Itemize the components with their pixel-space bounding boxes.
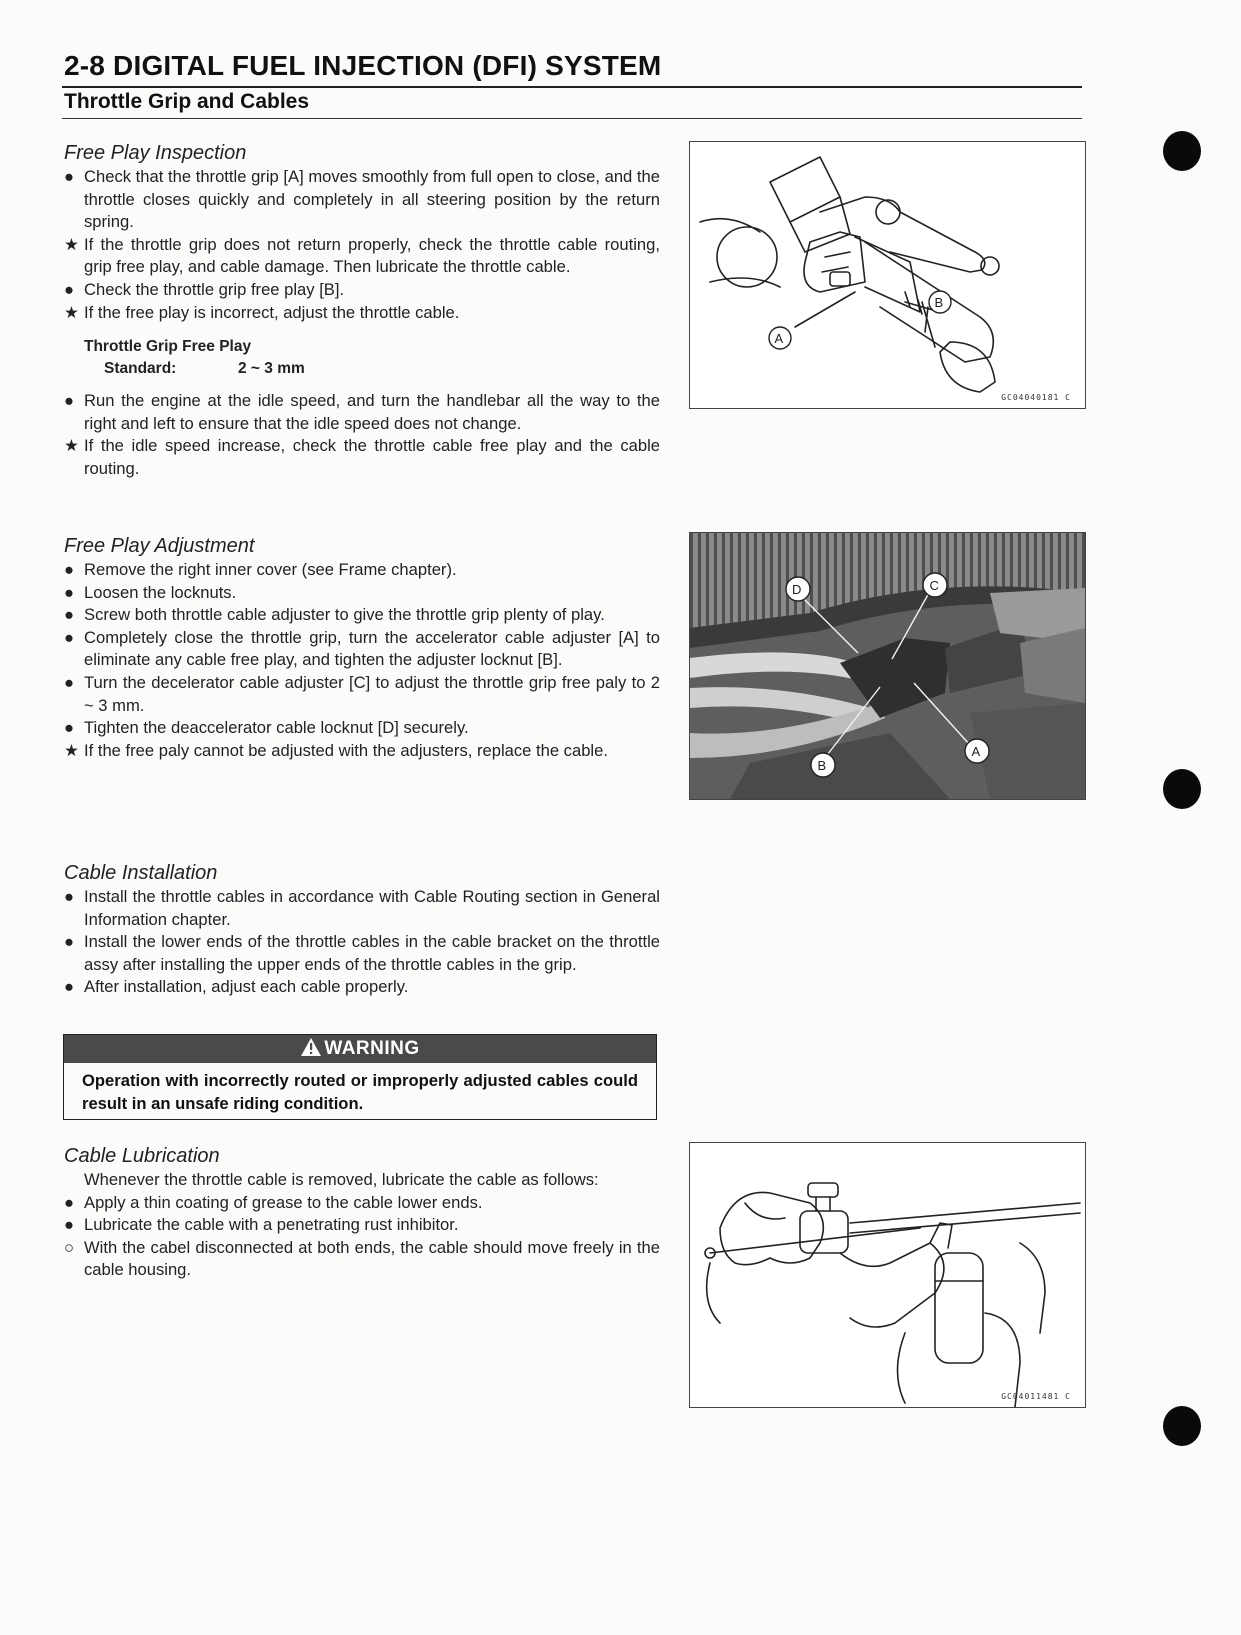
figure-code: GC04011481 C xyxy=(1001,1392,1071,1401)
bullet-icon: ● xyxy=(64,1215,75,1235)
list-item-text: Check that the throttle grip [A] moves smoothly from full open to close, and the throttle closes quickly and completely in all steering position by the return spring. xyxy=(84,167,660,232)
star-icon: ★ xyxy=(64,234,79,254)
list-item xyxy=(64,604,660,627)
list-item-text: Loosen the locknuts. xyxy=(84,582,237,602)
list-item-text: If the throttle grip does not return properly, check the throttle cable routing, grip free play, and cable damage. Then lubricate the throttle cable. xyxy=(84,234,660,277)
bullet-icon: ● xyxy=(64,1192,75,1212)
list-item xyxy=(64,302,660,325)
free-play-adjustment-section xyxy=(64,534,660,762)
list-item-text: After installation, adjust each cable properly. xyxy=(84,977,409,997)
fig1-label-a: A xyxy=(774,331,784,346)
fig2-label-a: A xyxy=(971,744,981,759)
spec-value: 2 ~ 3 mm xyxy=(238,360,305,378)
warning-box xyxy=(63,1034,657,1120)
section-title: Throttle Grip and Cables xyxy=(64,90,310,113)
star-icon: ★ xyxy=(64,740,79,760)
list-item xyxy=(64,1214,660,1237)
bullet-icon: ● xyxy=(64,279,75,299)
bullet-icon: ● xyxy=(64,605,75,625)
bullet-icon: ● xyxy=(64,391,75,411)
warning-text: Operation with incorrectly routed or improperly adjusted cables could result in an unsafe riding condition. xyxy=(82,1071,638,1113)
list-item xyxy=(64,717,660,740)
list-item xyxy=(64,234,660,279)
cable-lubrication-intro: Whenever the throttle cable is removed, lubricate the cable as follows: xyxy=(84,1170,599,1189)
cable-installation-section xyxy=(64,861,660,999)
list-item xyxy=(64,672,660,717)
list-item xyxy=(64,886,660,931)
bullet-icon: ● xyxy=(64,887,75,906)
list-item xyxy=(64,582,660,605)
list-item xyxy=(64,435,660,480)
star-icon: ★ xyxy=(64,302,79,322)
page-title: 2-8 DIGITAL FUEL INJECTION (DFI) SYSTEM xyxy=(64,50,662,81)
list-item-text: If the idle speed increase, check the throttle cable free play and the cable routing. xyxy=(84,436,660,478)
list-item xyxy=(64,627,660,672)
list-item xyxy=(64,740,660,763)
list-item xyxy=(64,1192,660,1215)
list-item xyxy=(64,1237,660,1282)
header-rule xyxy=(62,86,1082,88)
bullet-icon: ● xyxy=(64,672,75,692)
list-item-text: Install the lower ends of the throttle cables in the cable bracket on the throttle assy after installing the upper ends of the throttle cables in the grip. xyxy=(84,932,660,974)
list-item-text: Check the throttle grip free play [B]. xyxy=(84,279,345,299)
punch-hole xyxy=(1163,1406,1201,1446)
list-item-text: Completely close the throttle grip, turn the accelerator cable adjuster [A] to eliminate any cable free play, and tighten the adjuster locknut [B]. xyxy=(84,627,660,670)
figure-cable-adjusters-photo xyxy=(689,532,1086,800)
figure-cable-lubrication xyxy=(689,1142,1086,1408)
figure-throttle-grip xyxy=(689,141,1086,409)
free-play-inspection-heading: Free Play Inspection xyxy=(64,142,247,164)
punch-hole xyxy=(1163,769,1201,809)
list-item-text: Screw both throttle cable adjuster to give the throttle grip plenty of play. xyxy=(84,605,605,625)
section-rule xyxy=(62,118,1082,119)
list-item-text: If the free paly cannot be adjusted with the adjusters, replace the cable. xyxy=(84,740,608,760)
list-item-text: Install the throttle cables in accordance with Cable Routing section in General Information chapter. xyxy=(84,887,660,929)
star-icon: ★ xyxy=(64,436,79,456)
list-item xyxy=(64,931,660,976)
open-circle-icon: ○ xyxy=(64,1237,75,1257)
list-item-text: Lubricate the cable with a penetrating rust inhibitor. xyxy=(84,1215,459,1235)
cable-installation-heading: Cable Installation xyxy=(64,862,218,884)
list-item-text: Tighten the deaccelerator cable locknut [D] securely. xyxy=(84,718,469,738)
spec-label: Standard: xyxy=(104,360,177,378)
free-play-adjustment-heading: Free Play Adjustment xyxy=(64,535,255,557)
cable-lubrication-heading: Cable Lubrication xyxy=(64,1145,220,1167)
throttle-grip-illustration xyxy=(690,142,1085,408)
warning-header xyxy=(64,1035,656,1063)
bullet-icon: ● xyxy=(64,627,75,647)
cable-lubrication-illustration xyxy=(690,1143,1085,1407)
warning-triangle-icon xyxy=(300,1037,322,1057)
fig2-label-c: C xyxy=(929,578,939,593)
bullet-icon: ● xyxy=(64,582,75,602)
spec-title: Throttle Grip Free Play xyxy=(84,338,252,356)
bullet-icon: ● xyxy=(64,932,75,952)
free-play-inspection-section xyxy=(64,141,660,481)
cable-lubrication-section xyxy=(64,1144,660,1282)
list-item-text: Turn the decelerator cable adjuster [C] to adjust the throttle grip free paly to 2 ~ 3 mm. xyxy=(84,672,660,715)
bullet-icon: ● xyxy=(64,167,75,186)
cable-adjusters-photo xyxy=(690,533,1085,799)
list-item xyxy=(64,559,660,582)
list-item xyxy=(64,166,660,234)
list-item-text: With the cabel disconnected at both ends, the cable should move freely in the cable housing. xyxy=(84,1237,660,1280)
warning-title: WARNING xyxy=(324,1038,420,1059)
list-item-text: If the free play is incorrect, adjust the throttle cable. xyxy=(84,302,460,322)
list-item-text: Apply a thin coating of grease to the cable lower ends. xyxy=(84,1192,483,1212)
punch-hole xyxy=(1163,131,1201,171)
list-item-text: Remove the right inner cover (see Frame chapter). xyxy=(84,560,457,579)
fig2-label-d: D xyxy=(792,582,802,597)
list-item xyxy=(64,390,660,435)
list-item xyxy=(64,976,660,999)
fig1-label-b: B xyxy=(934,295,944,310)
fig2-label-b: B xyxy=(817,758,827,773)
list-item xyxy=(64,279,660,302)
bullet-icon: ● xyxy=(64,977,75,997)
bullet-icon: ● xyxy=(64,718,75,738)
list-item-text: Run the engine at the idle speed, and turn the handlebar all the way to the right and left to ensure that the idle speed does not change. xyxy=(84,391,660,433)
bullet-icon: ● xyxy=(64,560,75,579)
figure-code: GC04040181 C xyxy=(1001,393,1071,402)
spec-table xyxy=(84,336,660,380)
spec-row xyxy=(84,358,660,380)
